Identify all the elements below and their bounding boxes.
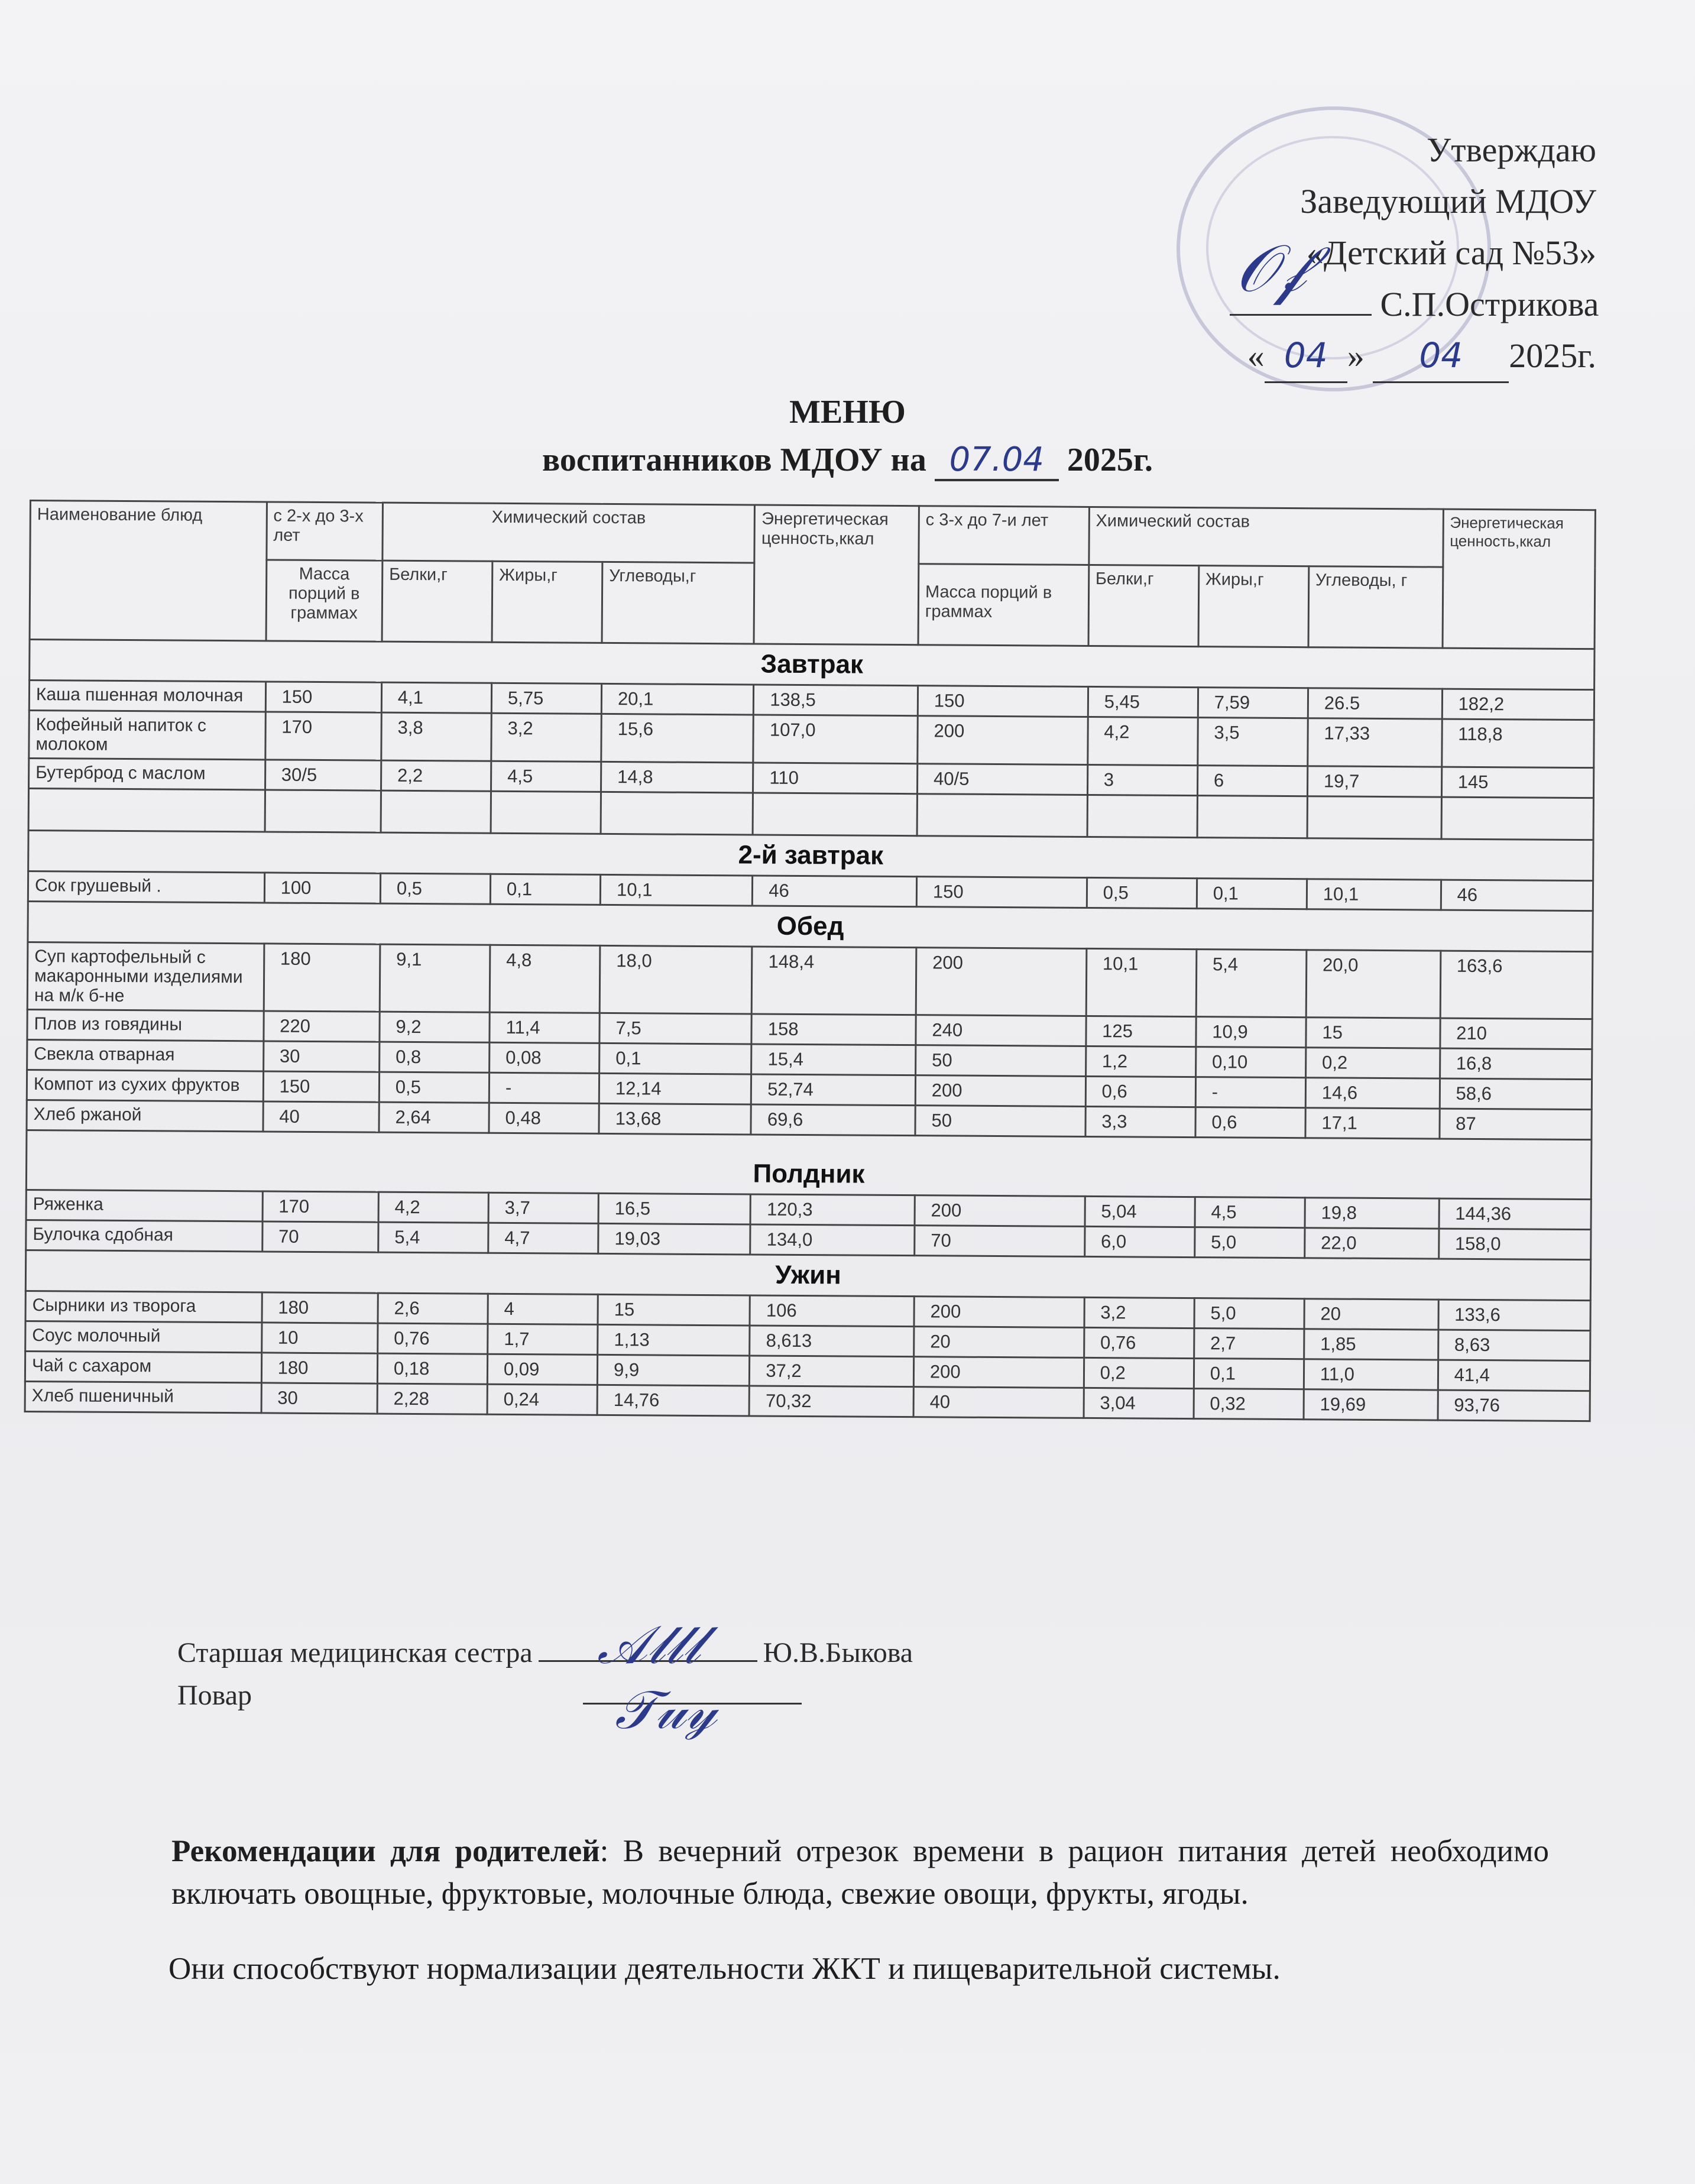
table-cell: 3,2 — [491, 713, 602, 762]
table-cell: 30/5 — [265, 760, 381, 790]
approval-date-year: 2025г. — [1509, 336, 1596, 375]
table-cell: 15 — [1306, 1018, 1440, 1048]
dish-name-cell: Чай с сахаром — [25, 1351, 261, 1382]
table-cell: 0,24 — [487, 1384, 597, 1415]
signatures-block — [177, 1632, 913, 1717]
nurse-signature-line — [177, 1632, 913, 1674]
table-cell: 0,5 — [380, 873, 490, 904]
table-cell: 220 — [264, 1011, 380, 1042]
table-cell: 70 — [915, 1226, 1085, 1257]
section-title: 2-й завтрак — [28, 830, 1593, 880]
table-cell — [1441, 797, 1594, 840]
table-cell: 40 — [913, 1387, 1084, 1418]
header-mass-2: Масса порций в граммах — [918, 563, 1089, 646]
table-cell: 163,6 — [1440, 951, 1593, 1019]
date-quote-close: » — [1347, 336, 1365, 375]
rows-dinner — [25, 1291, 1590, 1421]
rows-breakfast — [29, 681, 1594, 798]
dish-name-cell: Компот из сухих фруктов — [27, 1070, 263, 1101]
table-cell: 200 — [915, 1195, 1085, 1227]
table-cell: 110 — [753, 763, 918, 794]
table-cell: 133,6 — [1438, 1300, 1591, 1331]
table-cell: 16,5 — [598, 1193, 751, 1224]
table-cell: 150 — [263, 1071, 380, 1102]
table-cell: 158,0 — [1438, 1229, 1591, 1260]
table-cell: 93,76 — [1438, 1390, 1590, 1421]
table-cell: 200 — [916, 948, 1086, 1016]
table-cell: 134,0 — [750, 1224, 915, 1256]
header-carb-2: Углеводы, г — [1308, 566, 1443, 648]
header-fat-2: Жиры,г — [1198, 565, 1309, 647]
dish-name-cell: Булочка сдобная — [26, 1220, 262, 1251]
table-cell: 0,48 — [489, 1103, 599, 1133]
table-cell: 19,69 — [1304, 1389, 1438, 1420]
dish-name-cell: Свекла отварная — [27, 1039, 264, 1071]
table-cell: 0,1 — [490, 874, 600, 905]
table-cell: 107,0 — [753, 715, 918, 764]
approval-line-1: Утверждаю — [1427, 131, 1596, 169]
header-energy-2: Энергетическая ценность,ккал — [1443, 509, 1596, 649]
table-cell: 7,59 — [1198, 688, 1308, 718]
table-cell: 0,8 — [379, 1042, 489, 1072]
table-cell: 200 — [913, 1357, 1084, 1388]
table-cell: 50 — [915, 1106, 1085, 1137]
table-cell — [753, 793, 917, 836]
table-cell: 8,613 — [750, 1326, 914, 1357]
table-cell: 10,1 — [1307, 879, 1441, 910]
menu-table — [24, 500, 1596, 1422]
table-cell: 40 — [263, 1101, 380, 1132]
approval-line-3: «Детский сад №53» — [1306, 234, 1596, 272]
header-row-1 — [30, 501, 1596, 568]
table-cell: 30 — [261, 1383, 378, 1414]
dish-name-cell: Каша пшенная молочная — [29, 681, 265, 712]
table-cell: 0,5 — [379, 1072, 489, 1103]
table-cell: 2,6 — [378, 1293, 488, 1324]
table-cell: 5,75 — [491, 683, 601, 714]
table-cell: 5,4 — [378, 1222, 488, 1253]
section-snack — [26, 1130, 1592, 1199]
table-cell: 5,0 — [1194, 1298, 1304, 1329]
table-cell: 0,32 — [1194, 1389, 1304, 1420]
table-cell: 10,1 — [600, 874, 753, 906]
table-cell: 70 — [262, 1221, 378, 1252]
table-cell: 30 — [263, 1041, 380, 1072]
approval-date — [1230, 330, 1596, 383]
table-cell: 158 — [751, 1014, 916, 1045]
table-cell: 13,68 — [599, 1103, 751, 1135]
table-cell: 9,2 — [380, 1012, 490, 1042]
table-cell: 14,6 — [1305, 1078, 1440, 1109]
table-cell: 1,7 — [488, 1324, 598, 1355]
table-cell: 144,36 — [1439, 1198, 1592, 1230]
table-cell: 2,64 — [379, 1102, 489, 1133]
table-cell — [601, 792, 753, 835]
table-cell: 14,76 — [597, 1385, 750, 1416]
header-chem-1: Химический состав — [383, 503, 755, 562]
table-cell: 10,9 — [1196, 1017, 1306, 1048]
dish-name-cell: Хлеб пшеничный — [25, 1381, 261, 1412]
table-cell: 18,0 — [599, 945, 752, 1014]
table-cell: 70,32 — [749, 1386, 913, 1417]
table-cell: 0,1 — [599, 1043, 752, 1074]
table-cell: 5,04 — [1085, 1196, 1195, 1227]
section-title: Полдник — [26, 1130, 1592, 1199]
table-cell: 58,6 — [1440, 1078, 1592, 1110]
table-cell: 0,08 — [490, 1042, 599, 1073]
date-quote-open: « — [1247, 336, 1265, 375]
recommendation-text: : В вечерний отрезок времени в рацион питания детей необходимо включать овощные, фруктовые, молочные блюда, свежие овощи, фрукты, ягоды. — [171, 1834, 1549, 1911]
dish-name-cell: Сок грушевый . — [28, 871, 264, 902]
table-cell: 150 — [916, 877, 1087, 908]
table-cell: 1,13 — [598, 1324, 750, 1356]
table-cell: 20,1 — [601, 683, 754, 715]
table-cell — [1307, 796, 1441, 839]
table-cell: 41,4 — [1438, 1360, 1590, 1391]
table-cell: 12,14 — [599, 1073, 751, 1104]
table-cell: 100 — [264, 873, 381, 903]
director-signature: 𝒪𝒻 — [1236, 231, 1306, 306]
table-cell: 118,8 — [1441, 719, 1594, 768]
table-cell: 69,6 — [751, 1104, 915, 1136]
table-cell: 20 — [914, 1327, 1084, 1358]
header-mass-1: Масса порций в граммах — [266, 560, 383, 642]
table-cell: 11,4 — [490, 1012, 599, 1043]
table-cell — [1197, 796, 1308, 838]
table-cell: 0,09 — [487, 1354, 597, 1385]
recommendation-paragraph-2: Они способствуют нормализации деятельности ЖКТ и пищеварительной системы. — [168, 1952, 1281, 1986]
nurse-handwritten-signature: 𝒜𝓁𝓁𝓁 — [597, 1614, 701, 1676]
rows-snack — [26, 1190, 1592, 1259]
menu-date: 07.04 — [935, 440, 1059, 481]
table-cell: 9,1 — [380, 944, 490, 1012]
header-chem-2: Химический состав — [1089, 507, 1444, 566]
table-cell: 138,5 — [754, 685, 918, 716]
table-cell: 40/5 — [917, 764, 1087, 795]
dish-name-cell: Соус молочный — [25, 1321, 262, 1352]
table-cell: 15,4 — [751, 1044, 916, 1075]
table-cell: 5,0 — [1194, 1227, 1304, 1258]
table-cell: 170 — [262, 1191, 379, 1222]
table-cell: 0,1 — [1194, 1359, 1304, 1389]
table-cell: 4,5 — [1195, 1197, 1305, 1228]
table-cell: 87 — [1440, 1109, 1592, 1140]
table-cell: 10 — [261, 1323, 378, 1353]
table-cell: 19,7 — [1307, 766, 1441, 797]
table-cell: 106 — [750, 1295, 914, 1327]
table-cell: 0,76 — [1084, 1327, 1194, 1358]
cook-label: Повар — [177, 1680, 252, 1711]
table-cell: 22,0 — [1305, 1228, 1439, 1259]
table-cell: 0,76 — [378, 1323, 488, 1354]
table-cell: 0,10 — [1195, 1047, 1305, 1078]
table-cell: 19,03 — [598, 1223, 751, 1255]
table-cell: 8,63 — [1438, 1330, 1590, 1361]
table-cell: 1,85 — [1304, 1329, 1438, 1360]
table-cell: 19,8 — [1305, 1198, 1439, 1229]
table-cell: 14,8 — [601, 762, 754, 793]
header-protein-2: Белки,г — [1088, 565, 1199, 647]
table-cell: 37,2 — [750, 1356, 914, 1387]
header-dish-name: Наименование блюд — [30, 501, 267, 641]
table-cell: 0,6 — [1085, 1076, 1195, 1107]
table-cell: 150 — [918, 686, 1088, 717]
table-cell: 2,7 — [1194, 1328, 1304, 1359]
table-cell: 9,9 — [597, 1355, 750, 1386]
table-cell: 17,1 — [1305, 1108, 1440, 1139]
recommendation-heading: Рекомендации для родителей — [171, 1834, 600, 1868]
subtitle-year: 2025г. — [1067, 442, 1153, 478]
table-cell: 15,6 — [601, 714, 754, 763]
table-cell: 182,2 — [1442, 689, 1594, 720]
table-cell: 200 — [918, 716, 1088, 765]
table-cell: 0,2 — [1084, 1357, 1194, 1388]
table-cell: 0,2 — [1305, 1048, 1440, 1078]
table-cell: 4,8 — [490, 945, 600, 1013]
table-cell: 5,45 — [1088, 686, 1198, 717]
table-cell — [1087, 795, 1198, 837]
table-cell — [265, 790, 381, 832]
header-fat-1: Жиры,г — [492, 561, 602, 643]
table-cell: 11,0 — [1304, 1359, 1438, 1390]
table-cell — [917, 794, 1087, 837]
table-cell: 0,1 — [1197, 879, 1307, 909]
header-energy-1: Энергетическая ценность,ккал — [754, 505, 919, 645]
table-cell: 2,2 — [381, 760, 491, 791]
cook-handwritten-signature: 𝒯𝓊𝓎 — [615, 1679, 717, 1741]
table-cell: 6,0 — [1084, 1226, 1194, 1257]
table-cell: 7,5 — [599, 1013, 752, 1044]
table-cell: 4,5 — [491, 761, 601, 792]
table-cell: 4,2 — [1087, 717, 1198, 765]
header-age-old: с 3-х до 7-и лет — [919, 506, 1089, 565]
section-title: Завтрак — [30, 640, 1594, 690]
table-cell: 3 — [1087, 764, 1197, 795]
table-cell: 170 — [265, 712, 381, 760]
table-cell: 26.5 — [1308, 688, 1442, 719]
table-cell: 46 — [753, 876, 917, 907]
table-cell — [28, 789, 265, 832]
page-title: МЕНЮ — [789, 394, 906, 430]
table-cell: 20,0 — [1306, 950, 1440, 1018]
table-cell: 210 — [1440, 1018, 1593, 1049]
table-cell: 1,2 — [1085, 1046, 1195, 1077]
table-cell: 150 — [265, 682, 382, 712]
dish-name-cell: Кофейный напиток с молоком — [29, 711, 265, 760]
table-cell: 3,04 — [1084, 1388, 1194, 1418]
table-cell: 2,28 — [377, 1383, 487, 1414]
table-cell: 15 — [598, 1294, 750, 1326]
subtitle-prefix: воспитанников МДОУ на — [542, 442, 926, 478]
table-row — [27, 942, 1593, 1019]
page-subtitle — [0, 440, 1695, 481]
table-cell: 46 — [1441, 880, 1593, 911]
table-cell: 16,8 — [1440, 1048, 1592, 1080]
header-carb-1: Углеводы,г — [602, 562, 754, 644]
table-cell: 125 — [1086, 1016, 1196, 1046]
table-cell: 240 — [916, 1015, 1086, 1046]
table-cell: 145 — [1441, 767, 1594, 798]
table-cell: - — [489, 1072, 599, 1103]
dish-name-cell: Плов из говядины — [27, 1009, 264, 1041]
table-cell: 0,5 — [1087, 877, 1197, 908]
table-cell: 10,1 — [1086, 948, 1197, 1016]
table-cell: 180 — [261, 1353, 378, 1383]
table-cell: 0,6 — [1195, 1107, 1305, 1138]
table-cell: 180 — [264, 944, 380, 1012]
table-cell: 3,8 — [381, 712, 492, 761]
section-title: Ужин — [25, 1250, 1590, 1300]
table-cell: 3,7 — [488, 1193, 598, 1223]
dish-name-cell: Сырники из творога — [25, 1291, 262, 1322]
table-cell: 200 — [914, 1297, 1084, 1328]
table-cell — [491, 791, 601, 834]
dish-name-cell: Бутерброд с маслом — [29, 759, 265, 790]
table-cell: 3,3 — [1085, 1106, 1195, 1137]
table-cell: 52,74 — [751, 1074, 916, 1106]
table-cell — [381, 790, 491, 833]
table-cell: 200 — [915, 1075, 1085, 1107]
table-cell: 4,1 — [381, 682, 491, 713]
approval-date-day: 04 — [1265, 330, 1347, 383]
table-cell: 17,33 — [1308, 718, 1442, 767]
dish-name-cell: Суп картофельный с макаронными изделиями на м/к б-не — [27, 942, 264, 1010]
director-signature-line — [1230, 314, 1372, 316]
nurse-name: Ю.В.Быкова — [763, 1637, 913, 1668]
dish-name-cell: Ряженка — [26, 1190, 262, 1221]
table-cell: 4,7 — [488, 1223, 598, 1253]
table-cell: 4 — [488, 1294, 598, 1324]
table-cell: 4,2 — [378, 1192, 488, 1223]
recommendation-paragraph — [171, 1830, 1549, 1915]
table-cell: 148,4 — [752, 947, 916, 1015]
director-name: С.П.Острикова — [1380, 285, 1599, 323]
approval-line-2: Заведующий МДОУ — [1300, 182, 1596, 221]
dish-name-cell: Хлеб ржаной — [27, 1100, 263, 1131]
table-cell: 5,4 — [1196, 950, 1307, 1018]
header-age-young: с 2-х до 3-х лет — [267, 502, 383, 560]
table-cell: 0,18 — [377, 1353, 487, 1384]
cook-signature-line — [177, 1674, 913, 1717]
rows-lunch — [27, 942, 1593, 1139]
table-cell: 50 — [916, 1045, 1086, 1077]
table-cell: 20 — [1304, 1299, 1438, 1330]
section-title: Обед — [28, 901, 1593, 951]
nurse-label: Старшая медицинская сестра — [177, 1637, 533, 1668]
table-cell: 3,5 — [1198, 718, 1308, 766]
table-cell: 120,3 — [750, 1194, 915, 1226]
table-cell: - — [1195, 1077, 1305, 1108]
table-cell: 180 — [262, 1292, 378, 1323]
table-cell: 6 — [1197, 766, 1307, 796]
header-protein-1: Белки,г — [382, 560, 492, 643]
table-cell: 3,2 — [1084, 1297, 1194, 1328]
approval-date-month: 04 — [1373, 330, 1509, 383]
